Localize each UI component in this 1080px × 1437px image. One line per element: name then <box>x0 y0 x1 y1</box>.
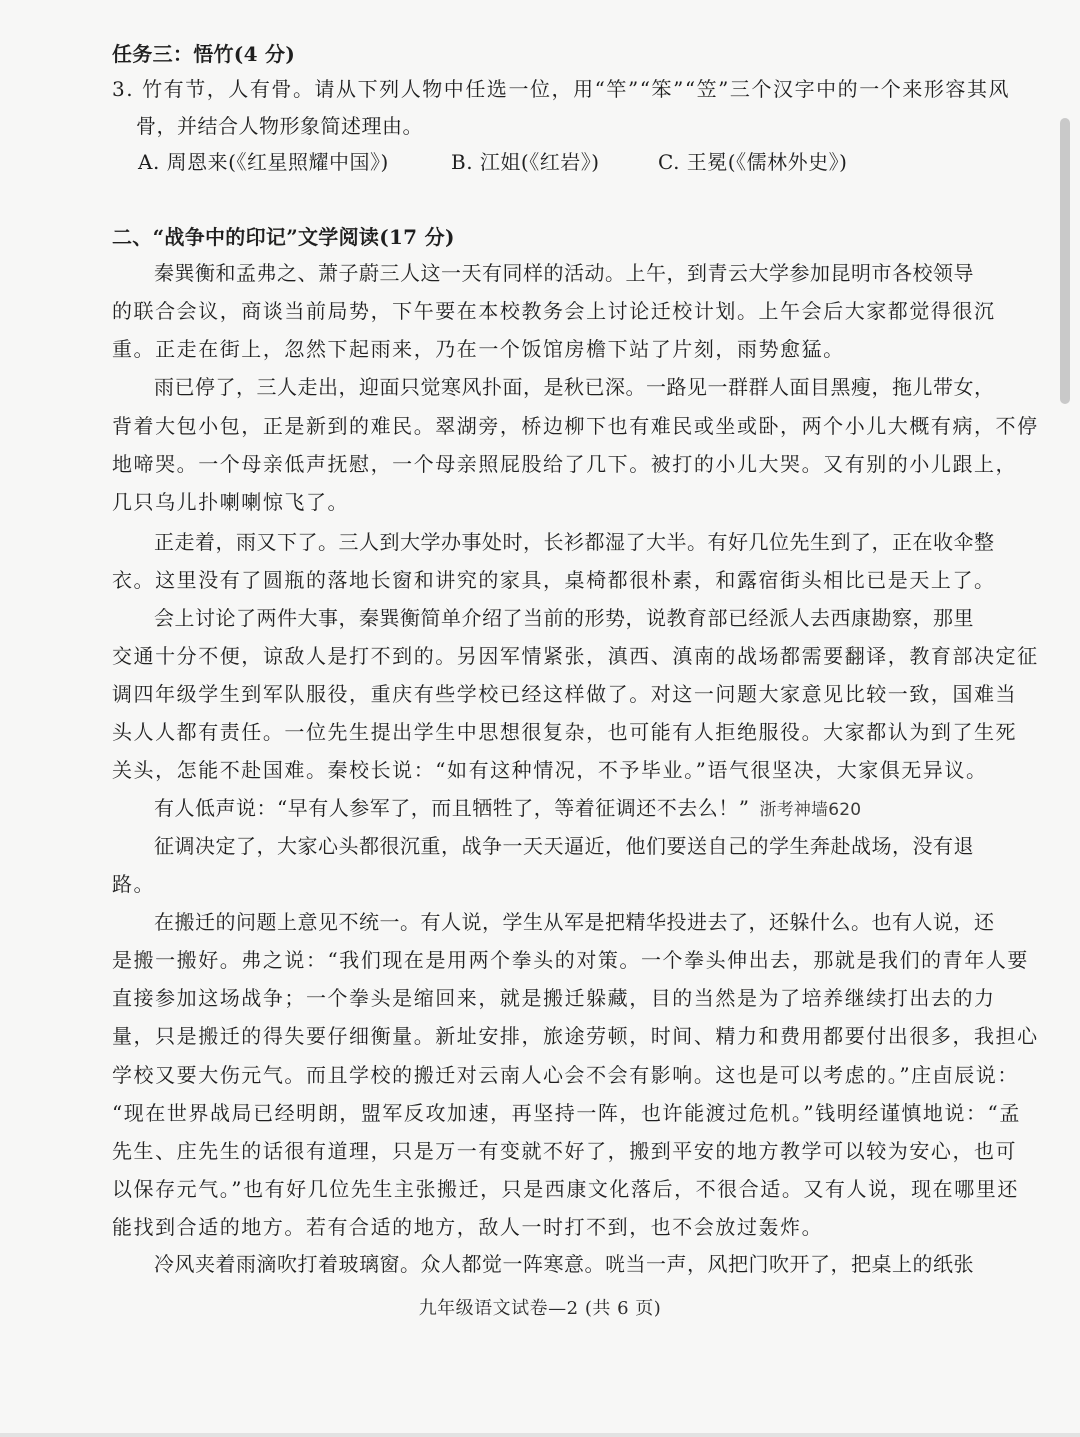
passage-line: 能找到合适的地方。若有合适的地方，敌人一时打不到，也不会放过轰炸。 <box>112 1215 824 1239</box>
passage-line: 会上讨论了两件大事，秦巽衡简单介绍了当前的形势，说教育部已经派人去西康勘察，那里 <box>154 606 974 630</box>
passage-line: 以保存元气。”也有好几位先生主张搬迁，只是西康文化落后，不很合适。又有人说，现在哪里还 <box>112 1177 1019 1201</box>
passage-line: 交通十分不便，谅敌人是打不到的。另因军情紧张，滇西、滇南的战场都需要翻译，教育部决定征 <box>112 644 1039 668</box>
passage-line: 正走着，雨又下了。三人到大学办事处时，长衫都湿了大半。有好几位先生到了，正在收伞整 <box>154 530 995 554</box>
passage-line: 路。 <box>112 872 156 896</box>
option-b: B. 江姐(《红岩》) <box>451 150 600 174</box>
passage-line: 学校又要大伤元气。而且学校的搬迁对云南人心会不会有影响。这也是可以考虑的。”庄卣辰说： <box>112 1063 1019 1087</box>
vertical-scrollbar[interactable] <box>1060 118 1070 404</box>
passage-text: 有人低声说：“早有人参军了，而且牺牲了，等着征调还不去么！” <box>154 796 750 820</box>
passage-line: 重。正走在街上，忽然下起雨来，乃在一个饭馆房檐下站了片刻，雨势愈猛。 <box>112 337 845 361</box>
option-a: A. 周恩来(《红星照耀中国》) <box>138 150 389 174</box>
passage-line: 地啼哭。一个母亲低声抚慰，一个母亲照屁股给了几下。被打的小儿大哭。又有别的小儿跟上， <box>112 452 1018 476</box>
passage-line: 直接参加这场战争；一个拳头是缩回来，就是搬迁躲藏，目的当然是为了培养继续打出去的力 <box>112 986 996 1010</box>
question3-line-2: 骨，并结合人物形象简述理由。 <box>136 114 423 138</box>
passage-line: 是搬一搬好。弗之说：“我们现在是用两个拳头的对策。一个拳头伸出去，那就是我们的青年人要 <box>112 948 1029 972</box>
passage-line: 关头，怎能不赴国难。秦校长说：“如有这种情况，不予毕业。”语气很坚决，大家俱无异议。 <box>112 758 988 782</box>
section2-heading: 二、“战争中的印记”文学阅读(17 分) <box>112 225 455 249</box>
passage-line: 先生、庄先生的话很有道理，只是万一有变就不好了，搬到平安的地方教学可以较为安心，也可 <box>112 1139 1018 1163</box>
page-footer: 九年级语文试卷—2 (共 6 页) <box>418 1298 662 1319</box>
passage-line: 征调决定了，大家心头都很沉重，战争一天天逼近，他们要送自己的学生奔赴战场，没有退 <box>154 834 974 858</box>
passage-line: 头人人都有责任。一位先生提出学生中思想很复杂，也可能有人拒绝服役。大家都认为到了生死 <box>112 720 1018 744</box>
option-c: C. 王冕(《儒林外史》) <box>658 150 848 174</box>
passage-line: 几只乌儿扑喇喇惊飞了。 <box>112 490 350 514</box>
page-bottom-edge <box>0 1433 1080 1437</box>
passage-line: 在搬迁的问题上意见不统一。有人说，学生从军是把精华投进去了，还躲什么。也有人说，还 <box>154 910 995 934</box>
passage-line: 秦巽衡和孟弗之、萧子蔚三人这一天有同样的活动。上午，到青云大学参加昆明市各校领导 <box>154 261 974 285</box>
question3-line-1: 3. 竹有节，人有骨。请从下列人物中任选一位，用“竿”“笨”“笠”三个汉字中的一个来形容其风 <box>112 77 1011 101</box>
passage-line: 衣。这里没有了圆瓶的落地长窗和讲究的家具，桌椅都很朴素，和露宿街头相比已是天上了。 <box>112 568 996 592</box>
watermark-text: 浙考神墙620 <box>759 800 862 820</box>
passage-line: “现在世界战局已经明朗，盟军反攻加速，再坚持一阵，也许能渡过危机。”钱明经谨慎地说：“孟 <box>112 1101 1021 1125</box>
passage-line: 冷风夹着雨滴吹打着玻璃窗。众人都觉一阵寒意。咣当一声，风把门吹开了，把桌上的纸张 <box>154 1252 974 1276</box>
passage-line: 的联合会议，商谈当前局势，下午要在本校教务会上讨论迁校计划。上午会后大家都觉得很沉 <box>112 299 996 323</box>
passage-line-with-watermark <box>154 795 968 823</box>
passage-line: 雨已停了，三人走出，迎面只觉寒风扑面，是秋已深。一路见一群群人面目黑瘦，拖儿带女， <box>154 375 995 399</box>
passage-line: 调四年级学生到军队服役，重庆有些学校已经这样做了。对这一问题大家意见比较一致，国难当 <box>112 682 1018 706</box>
task3-heading: 任务三：悟竹(4 分) <box>112 42 296 66</box>
passage-line: 背着大包小包，正是新到的难民。翠湖旁，桥边柳下也有难民或坐或卧，两个小儿大概有病，不停 <box>112 414 1039 438</box>
passage-line: 量，只是搬迁的得失要仔细衡量。新址安排，旅途劳顿，时间、精力和费用都要付出很多，我担心 <box>112 1024 1039 1048</box>
